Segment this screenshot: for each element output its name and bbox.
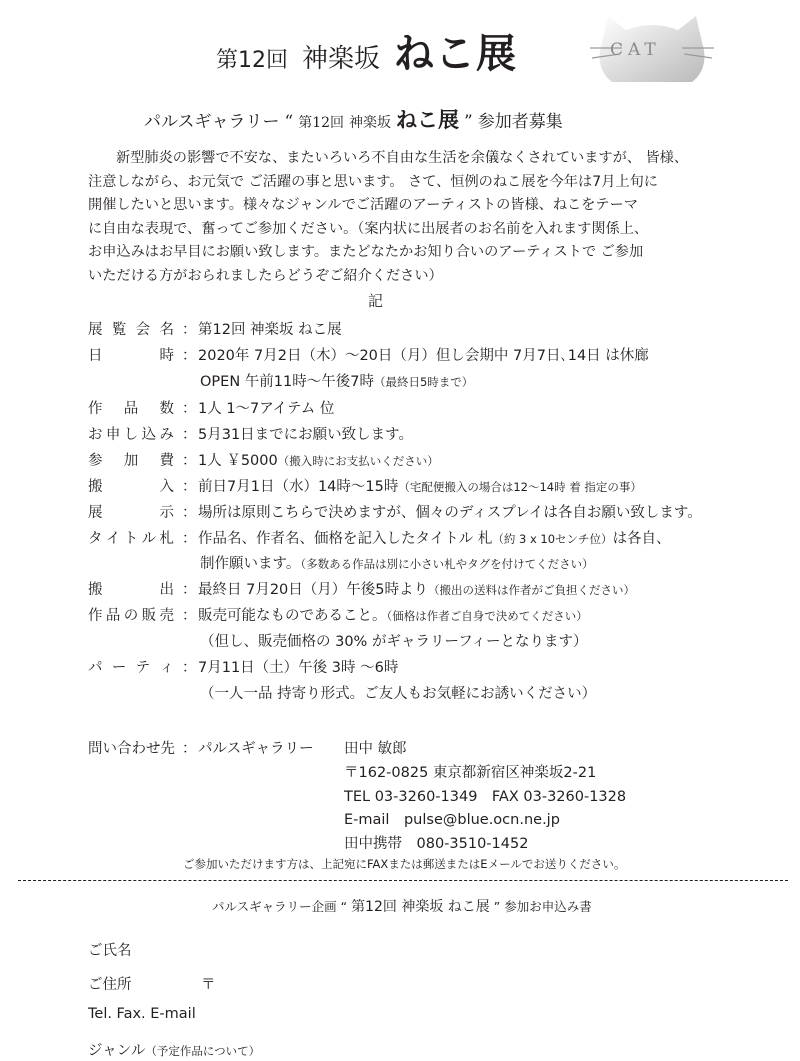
detail-label-char: 入 [159,479,174,495]
intro-line: いただける方がおられましたらどうぞご紹介ください） [88,267,443,284]
intro-paragraph [88,147,742,288]
subtitle-edition: 第12回 [298,115,345,131]
detail-value-text: 販売可能なものであること。 [198,608,387,624]
detail-value-text: 2020年 7月2日（木）～20日（月）但し会期中 7月7日､14日 は休廊 [198,348,649,364]
detail-value-text: （但し、販売価格の 30% がギャラリーフィーとなります） [200,634,588,650]
detail-label-char: 展 [88,322,103,338]
cut-line [18,880,788,881]
detail-label [88,475,174,499]
genre-label: ジャンル [88,1043,146,1059]
header-place: 神楽坂 [302,44,381,74]
contact-label: 問い合わせ先 [88,741,175,757]
detail-label-char: 費 [159,453,174,469]
detail-note: （搬入時にお支払いください） [277,454,439,468]
detail-colon: ： [182,582,197,598]
detail-label [88,501,174,525]
detail-label-char: み [159,427,174,443]
detail-value [198,423,413,447]
intro-line: 注意しながら、お元気で ご活躍の事と思います。 さて、恒例のねこ展を今年は7月上旬に [88,173,658,190]
contact-colon: ： [182,741,197,757]
detail-value-text: 1人 1～7アイテム 位 [198,401,335,417]
subtitle-prefix: パルスギャラリー [144,112,280,132]
detail-label-char: 名 [159,322,174,338]
form-genre-label [88,1039,260,1060]
detail-value-text: 1人 ￥5000 [198,453,278,469]
detail-label-char: 加 [123,453,139,469]
detail-label-char: 販 [141,608,157,624]
detail-label-char: 品 [105,608,121,624]
intro-line: お申込みはお早目にお願い致します。またどなたかお知り合いのアーティストで ご参加 [88,244,644,260]
detail-label [88,604,174,628]
detail-label-char: 展 [88,505,103,521]
detail-note: （約 3 x 10センチ位） [492,532,613,546]
detail-label-char: 申 [105,427,121,443]
intro-line: 開催したいと思います。様々なジャンルでご活躍のアーティストの皆様、ねこをテーマ [88,197,638,213]
detail-value [198,475,642,499]
detail-label-char: パ [88,660,103,676]
detail-label-char: 搬 [88,582,103,598]
detail-note: （宅配便搬入の場合は12～14時 着 指定の事） [398,480,642,494]
detail-colon: ： [182,322,197,338]
detail-value-text: 最終日 7月20日（月）午後5時より [198,582,429,598]
detail-label-char: お [88,427,103,443]
detail-label [88,527,174,551]
form-title [212,896,592,916]
detail-colon: ： [182,401,197,417]
detail-label-char: ト [123,531,139,547]
detail-value-text: 場所は原則こちらで決めますが、個々のディスプレイは各自お願い致します。 [198,505,702,521]
detail-value-text: 7月11日（土）午後 3時 ～6時 [198,660,399,676]
detail-label [88,656,174,680]
header-edition: 第12回 [216,48,288,73]
detail-label-char: 示 [159,505,174,521]
detail-value [198,656,398,680]
detail-value-text: 制作願います。 [200,556,301,572]
detail-label [88,449,174,473]
detail-value-text: 作品名、作者名、価格を記入したタイトル 札 [198,531,493,547]
detail-label-char: し [123,427,139,443]
subtitle-suffix: 参加者募集 [477,112,563,132]
detail-value-text: 5月31日までにお願い致します。 [198,427,414,443]
detail-colon: ： [182,427,197,443]
detail-colon: ： [182,348,197,364]
postal-mark: 〒 [201,977,216,993]
detail-colon: ： [182,531,197,547]
detail-label-char: の [123,608,139,624]
detail-label-char: 搬 [88,479,103,495]
detail-colon: ： [182,505,197,521]
subtitle-place: 神楽坂 [349,115,392,131]
detail-label-char: 作 [88,401,103,417]
subtitle-close-quote: ” [464,112,473,132]
logo-text: CAT [610,40,661,60]
detail-label-char: 日 [88,348,103,364]
ki-heading: 記 [368,292,384,310]
form-title-suffix: ” 参加お申込み書 [493,899,592,914]
form-name-label: ご氏名 [88,943,132,959]
detail-colon: ： [182,608,197,624]
detail-label-char: テ [135,660,151,676]
detail-value [198,578,635,602]
detail-colon: ： [182,479,197,495]
detail-label-char: イ [105,531,121,547]
submission-notice: ご参加いただけます方は、上記宛にFAXまたは郵送またはEメールでお送りください。 [183,857,626,871]
form-title-prefix: パルスギャラリー企画 “ [212,899,348,914]
intro-line: に自由な表現で、奮ってご参加ください。（案内状に出展者のお名前を入れます関係上、 [88,220,649,237]
detail-value-continued: は各自、 [612,531,671,547]
detail-colon: ： [182,453,197,469]
detail-value-text: 前日7月1日（水）14時～15時 [198,479,399,495]
detail-note: （価格は作者ご自身で決めてください） [386,609,588,623]
detail-value-text: 第12回 神楽坂 ねこ展 [198,322,342,338]
detail-value [198,344,649,368]
detail-value [200,370,473,394]
contact-person: 田中 敏郎 [344,741,407,757]
detail-value [198,527,671,551]
detail-note: （最終日5時まで） [373,375,474,389]
contact-tel-fax: TEL 03-3260-1349 FAX 03-3260-1328 [344,788,627,805]
intro-line: 新型肺炎の影響で不安な、またいろいろ不自由な生活を余儀なくされていますが、 皆様、 [116,150,689,166]
detail-label [88,578,174,602]
detail-label-char: タ [88,531,103,547]
form-contact-label: Tel. Fax. E-mail [88,1006,196,1022]
cat-logo-icon [582,8,722,88]
detail-label-char: ィ [159,660,174,676]
detail-label-char: 込 [141,427,157,443]
detail-note: （搬出の送料は作者がご負担ください） [428,583,636,597]
detail-label-char: 数 [159,401,174,417]
contact-address: 〒162-0825 東京都新宿区神楽坂2-21 [344,765,597,781]
contact-details [344,762,626,856]
detail-label [88,344,174,368]
detail-label-char: ル [141,531,157,547]
detail-value [200,682,596,706]
subtitle [144,104,563,134]
detail-label-char: 札 [159,531,174,547]
contact-email: E-mail pulse@blue.ocn.ne.jp [344,812,560,828]
detail-value [198,501,702,525]
detail-label-char: 参 [88,453,103,469]
detail-label-char: 時 [159,348,174,364]
contact-block [88,738,407,762]
detail-colon: ： [182,660,197,676]
detail-label-char: 作 [88,608,103,624]
contact-gallery: パルスギャラリー [198,741,314,757]
detail-label-char: ー [111,660,127,676]
detail-value [198,604,588,628]
subtitle-name: ねこ展 [396,107,460,132]
detail-value [198,397,334,421]
detail-note: （多数ある作品は別に小さい札やタグを付けてください） [300,557,594,571]
detail-value [200,552,594,576]
detail-label-char: 会 [135,322,151,338]
detail-value-text: （一人一品 持寄り形式。ご友人もお気軽にお誘いください） [200,686,597,702]
detail-label [88,423,174,447]
subtitle-open-quote: “ [284,112,294,132]
genre-note: （予定作品について） [145,1044,261,1058]
detail-label [88,318,174,342]
page-header [216,22,517,78]
form-address-label: ご住所 [88,977,132,993]
contact-mobile: 田中携帯 080-3510-1452 [344,835,529,852]
detail-label [88,397,174,421]
detail-label-char: 出 [159,582,174,598]
detail-value-text: OPEN 午前11時～午後7時 [200,374,374,390]
detail-value [198,318,342,342]
detail-label-char: 覧 [111,322,127,338]
header-title: ねこ展 [394,30,518,77]
detail-label-char: 売 [159,608,174,624]
detail-label-char: 品 [123,401,139,417]
form-title-main: 第12回 神楽坂 ねこ展 [351,899,490,915]
detail-value [200,630,588,654]
detail-value [198,449,439,473]
